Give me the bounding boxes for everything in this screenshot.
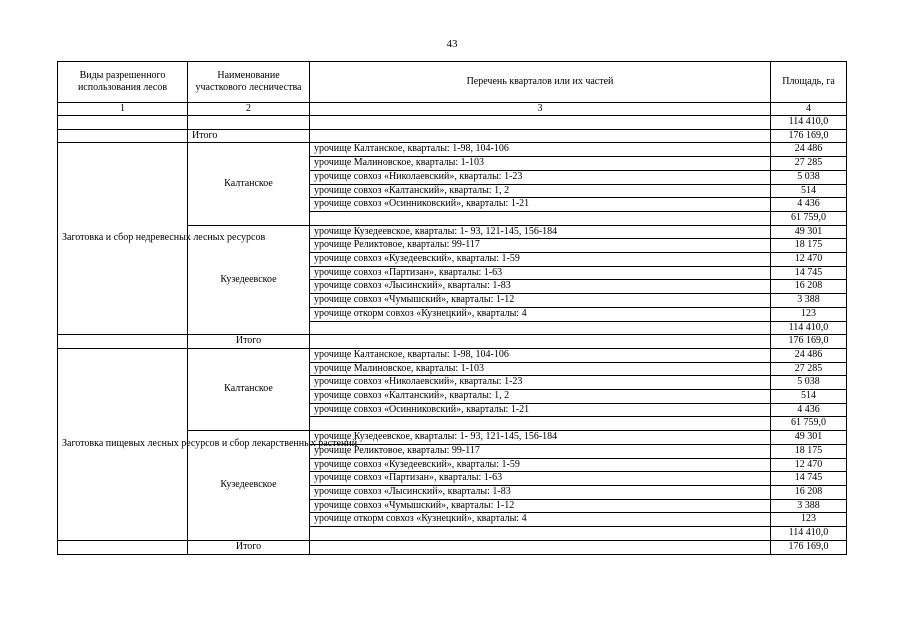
forestry-cell: Кузедеевское xyxy=(188,431,310,541)
area-value: 123 xyxy=(771,307,847,321)
header-quarters: Перечень кварталов или их частей xyxy=(310,62,771,103)
column-number: 2 xyxy=(188,103,310,116)
quarter-description: урочище Кузедеевское, кварталы: 1- 93, 121-145, 156-184 xyxy=(310,431,771,445)
use-type-cell: Заготовка пищевых лесных ресурсов и сбор лекарственных растений xyxy=(58,348,188,540)
area-value: 3 388 xyxy=(771,294,847,308)
quarter-description: урочище Калтанское, кварталы: 1-98, 104-106 xyxy=(310,143,771,157)
table-row xyxy=(58,143,847,157)
column-number: 4 xyxy=(771,103,847,116)
forestry-subtotal: 61 759,0 xyxy=(771,417,847,431)
forestry-cell: Калтанское xyxy=(188,348,310,430)
table-row xyxy=(58,348,847,362)
header-use-type: Виды разрешенного использования лесов xyxy=(58,62,188,103)
area-value: 16 208 xyxy=(771,485,847,499)
group-total: 176 169,0 xyxy=(771,335,847,349)
area-value: 4 436 xyxy=(771,198,847,212)
area-value: 18 175 xyxy=(771,239,847,253)
group-total-row xyxy=(58,540,847,554)
total-label: Итого xyxy=(188,540,310,554)
quarter-description: урочище совхоз «Калтанский», кварталы: 1, 2 xyxy=(310,184,771,198)
column-number-row xyxy=(58,103,847,116)
area-value: 5 038 xyxy=(771,376,847,390)
quarter-description: урочище Калтанское, кварталы: 1-98, 104-106 xyxy=(310,348,771,362)
area-value: 3 388 xyxy=(771,499,847,513)
quarter-description: урочище совхоз «Осинниковский», кварталы: 1-21 xyxy=(310,198,771,212)
area-value: 4 436 xyxy=(771,403,847,417)
quarter-description: урочище совхоз «Николаевский», кварталы: 1-23 xyxy=(310,170,771,184)
area-value: 16 208 xyxy=(771,280,847,294)
carryover-total-row xyxy=(58,129,847,143)
quarter-description: урочище откорм совхоз «Кузнецкий», кварталы: 4 xyxy=(310,513,771,527)
quarter-description: урочище совхоз «Николаевский», кварталы: 1-23 xyxy=(310,376,771,390)
quarter-description: урочище откорм совхоз «Кузнецкий», кварталы: 4 xyxy=(310,307,771,321)
header-forestry: Наименование участкового лесничества xyxy=(188,62,310,103)
area-value: 14 745 xyxy=(771,266,847,280)
total-label: Итого xyxy=(188,129,310,143)
column-number: 3 xyxy=(310,103,771,116)
total-label: Итого xyxy=(188,335,310,349)
area-value: 14 745 xyxy=(771,472,847,486)
quarter-description: урочище Реликтовое, кварталы: 99-117 xyxy=(310,239,771,253)
header-row xyxy=(58,62,847,103)
quarter-description: урочище совхоз «Лысинский», кварталы: 1-83 xyxy=(310,485,771,499)
area-value: 123 xyxy=(771,513,847,527)
forestry-cell: Калтанское xyxy=(188,143,310,225)
area-value: 27 285 xyxy=(771,362,847,376)
group-total-row xyxy=(58,335,847,349)
use-type-cell: Заготовка и сбор недревесных лесных ресурсов xyxy=(58,143,188,335)
quarter-description: урочище Реликтовое, кварталы: 99-117 xyxy=(310,444,771,458)
area-value: 24 486 xyxy=(771,348,847,362)
page-number: 43 xyxy=(446,38,458,50)
carryover-total: 176 169,0 xyxy=(771,129,847,143)
area-value: 514 xyxy=(771,390,847,404)
quarter-description: урочище совхоз «Калтанский», кварталы: 1, 2 xyxy=(310,390,771,404)
quarter-description: урочище совхоз «Чумышский», кварталы: 1-12 xyxy=(310,499,771,513)
quarter-description: урочище совхоз «Лысинский», кварталы: 1-83 xyxy=(310,280,771,294)
quarter-description: урочище совхоз «Осинниковский», кварталы: 1-21 xyxy=(310,403,771,417)
quarter-description: урочище совхоз «Кузедеевский», кварталы: 1-59 xyxy=(310,458,771,472)
quarter-description: урочище совхоз «Чумышский», кварталы: 1-12 xyxy=(310,294,771,308)
quarter-description: урочище совхоз «Партизан», кварталы: 1-63 xyxy=(310,472,771,486)
column-number: 1 xyxy=(58,103,188,116)
area-value: 514 xyxy=(771,184,847,198)
carryover-subtotal-row xyxy=(58,116,847,130)
area-value: 18 175 xyxy=(771,444,847,458)
forestry-subtotal: 61 759,0 xyxy=(771,211,847,225)
group-total: 176 169,0 xyxy=(771,540,847,554)
header-area: Площадь, га xyxy=(771,62,847,103)
quarter-description: урочище Малиновское, кварталы: 1-103 xyxy=(310,157,771,171)
area-value: 49 301 xyxy=(771,225,847,239)
area-value: 27 285 xyxy=(771,157,847,171)
carryover-subtotal: 114 410,0 xyxy=(771,116,847,130)
area-value: 24 486 xyxy=(771,143,847,157)
quarter-description: урочище Малиновское, кварталы: 1-103 xyxy=(310,362,771,376)
area-value: 5 038 xyxy=(771,170,847,184)
area-value: 49 301 xyxy=(771,431,847,445)
quarter-description: урочище Кузедеевское, кварталы: 1- 93, 121-145, 156-184 xyxy=(310,225,771,239)
forest-use-table xyxy=(57,61,847,555)
forestry-subtotal: 114 410,0 xyxy=(771,527,847,541)
forestry-cell: Кузедеевское xyxy=(188,225,310,335)
area-value: 12 470 xyxy=(771,253,847,267)
forestry-subtotal: 114 410,0 xyxy=(771,321,847,335)
quarter-description: урочище совхоз «Кузедеевский», кварталы: 1-59 xyxy=(310,253,771,267)
area-value: 12 470 xyxy=(771,458,847,472)
quarter-description: урочище совхоз «Партизан», кварталы: 1-63 xyxy=(310,266,771,280)
